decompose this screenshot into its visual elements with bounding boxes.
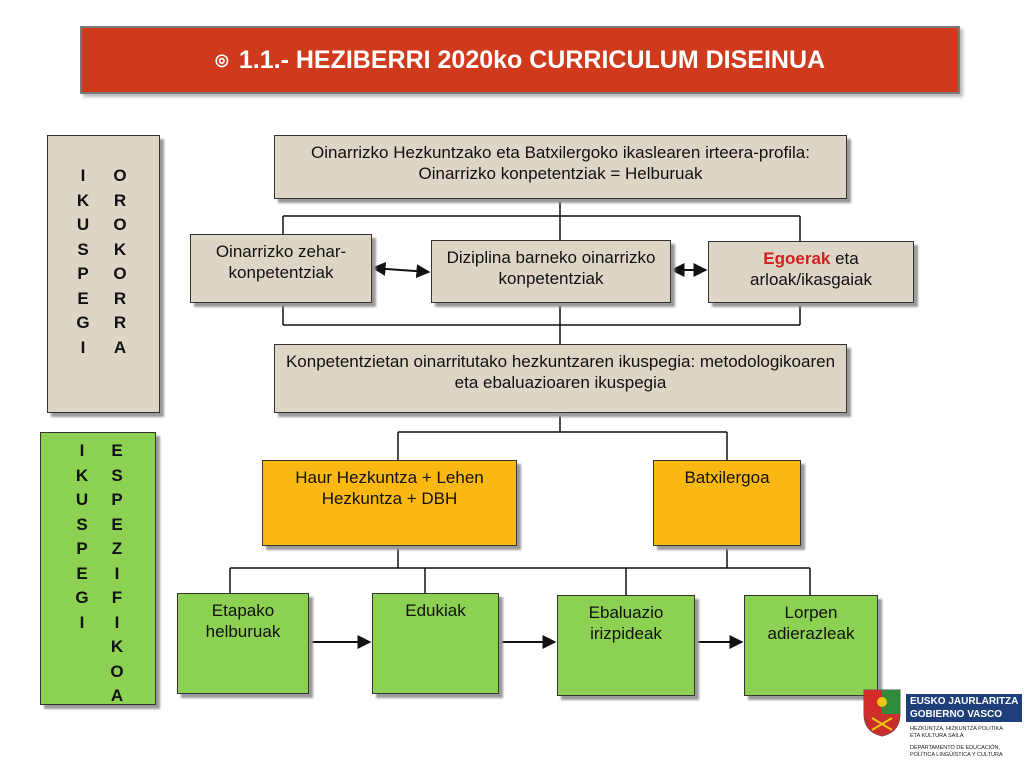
- vertical-letter: K: [76, 190, 90, 210]
- vertical-letter: K: [113, 239, 127, 259]
- vertical-letter: I: [79, 441, 85, 460]
- vertical-letter: R: [113, 313, 127, 332]
- vertical-letter: P: [111, 490, 123, 509]
- vertical-letter: G: [75, 588, 89, 607]
- contents-text: Edukiak: [405, 601, 466, 620]
- contents-box: [372, 593, 499, 694]
- vertical-letter: S: [77, 239, 89, 259]
- logo-dept-es-line1: DEPARTAMENTO DE EDUCACIÓN,: [910, 745, 1001, 751]
- primary-education-text: Haur Hezkuntza + Lehen Hezkuntza + DBH: [295, 468, 484, 508]
- discipline-competences-text: Diziplina barneko oinarrizko konpetentziak: [446, 248, 656, 288]
- vertical-letter: A: [113, 337, 127, 357]
- logo-name-eu: EUSKO JAURLARITZA: [910, 696, 1019, 707]
- logo-name: [910, 695, 1018, 721]
- vertical-letter: K: [110, 637, 124, 656]
- coat-of-arms-icon: [860, 686, 904, 738]
- vertical-letter: O: [113, 166, 127, 185]
- vertical-letter: F: [111, 588, 123, 607]
- vertical-letter: I: [80, 166, 86, 185]
- vertical-letter: P: [77, 264, 89, 283]
- vertical-letter: E: [111, 441, 123, 460]
- page-title: 1.1.- HEZIBERRI 2020ko CURRICULUM DISEINUA: [238, 45, 826, 74]
- vertical-letter: I: [114, 612, 120, 632]
- primary-education-box: [262, 460, 517, 546]
- stage-goals-box: [177, 593, 309, 694]
- vertical-word-orokorra: [110, 164, 130, 360]
- vertical-letter: I: [79, 612, 85, 632]
- evaluation-criteria-box: [557, 595, 695, 696]
- vertical-letter: S: [111, 465, 123, 485]
- double-arrow-cross-discipline: [373, 268, 429, 272]
- bullet-target-icon: ◎: [214, 52, 229, 69]
- logo-dept-es-line2: POLÍTICA LINGÜÍSTICA Y CULTURA: [910, 752, 1003, 758]
- vertical-letter: R: [113, 288, 127, 308]
- vertical-letter: G: [76, 313, 90, 332]
- vertical-letter: I: [80, 337, 86, 357]
- vertical-letter: I: [114, 563, 120, 583]
- logo-name-es: GOBIERNO VASCO: [910, 709, 1003, 720]
- vertical-letter: O: [113, 264, 127, 283]
- stage-goals-text: Etapako helburuak: [205, 601, 281, 641]
- vertical-word-espezifikoa: [107, 439, 127, 709]
- exit-profile-box: [274, 135, 847, 199]
- cross-competences-box: [190, 234, 372, 303]
- vertical-letter: Z: [111, 539, 123, 558]
- approach-text: Konpetentzietan oinarritutako hezkuntzaren ikuspegia: metodologikoaren eta ebaluazioaren ikuspegia: [285, 352, 836, 392]
- situations-subjects-box: [708, 241, 914, 303]
- basque-government-logo: [858, 684, 1024, 774]
- vertical-letter: R: [113, 190, 127, 210]
- vertical-letter: U: [76, 215, 90, 234]
- cross-competences-text: Oinarrizko zehar-konpetentziak: [215, 242, 347, 282]
- vertical-letter: E: [76, 563, 88, 583]
- vertical-word-ikuspegi: [73, 164, 93, 360]
- bachillerato-text: Batxilergoa: [684, 468, 770, 487]
- vertical-letter: S: [76, 514, 88, 534]
- approach-box: [274, 344, 847, 413]
- evaluation-criteria-text: Ebaluazio irizpideak: [588, 603, 664, 643]
- bachillerato-box: [653, 460, 801, 546]
- specific-perspective-label: [40, 432, 156, 705]
- discipline-competences-box: [431, 240, 671, 303]
- logo-department: [910, 726, 1003, 759]
- vertical-word-ikuspegi: [72, 439, 92, 635]
- exit-profile-text: Oinarrizko Hezkuntzako eta Batxilergoko ikaslearen irteera-profila: Oinarrizko konpetentziak = Helburuak: [311, 143, 810, 183]
- vertical-letter: O: [110, 661, 124, 681]
- subjects-text: eta arloak/ikasgaiak: [750, 249, 872, 289]
- vertical-letter: U: [75, 490, 89, 509]
- vertical-letter: O: [113, 215, 127, 234]
- general-perspective-label: [47, 135, 160, 413]
- vertical-letter: E: [77, 288, 89, 308]
- vertical-letter: K: [75, 465, 89, 485]
- logo-dept-eu-line1: HEZKUNTZA, HIZKUNTZA POLITIKA: [910, 726, 1003, 732]
- achievement-indicators-text: Lorpen adierazleak: [767, 603, 855, 643]
- logo-dept-eu-line2: ETA KULTURA SAILA: [910, 733, 964, 739]
- achievement-indicators-box: [744, 595, 878, 696]
- situations-highlight: Egoerak: [763, 249, 831, 268]
- vertical-letter: P: [76, 539, 88, 558]
- vertical-letter: A: [110, 686, 124, 705]
- vertical-letter: E: [111, 514, 123, 534]
- situations-subjects-text: [717, 248, 905, 290]
